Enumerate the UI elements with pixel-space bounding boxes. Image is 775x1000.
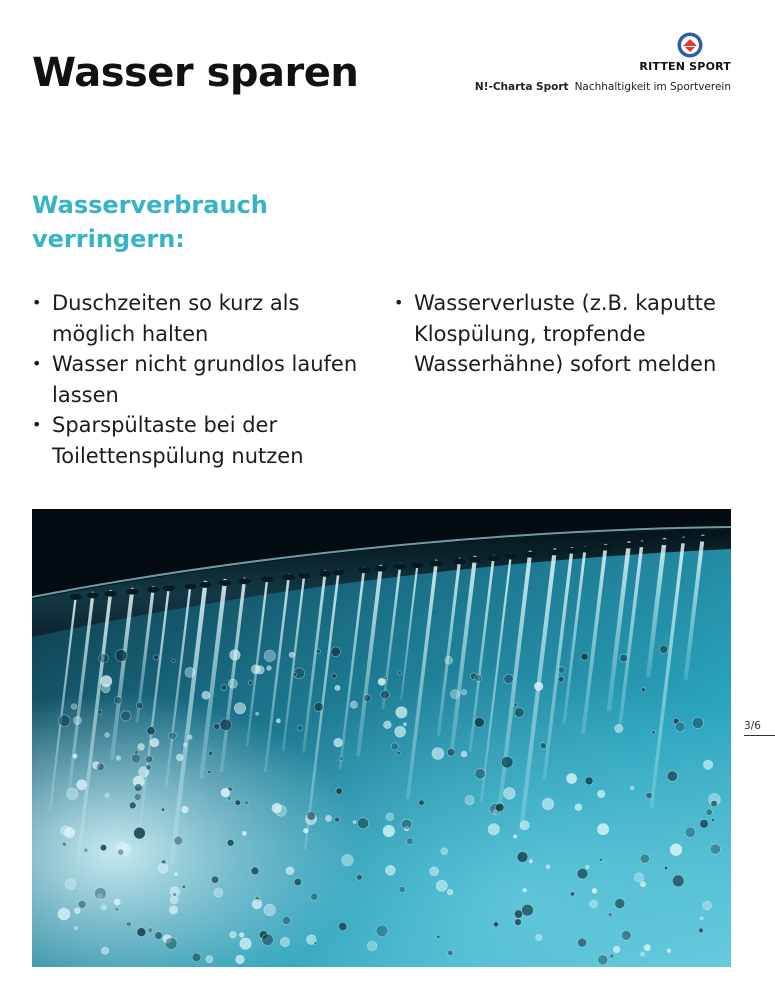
shower-nozzle xyxy=(394,564,406,570)
water-drop xyxy=(710,844,720,854)
water-drop xyxy=(336,788,342,794)
water-drop xyxy=(59,715,71,727)
water-drop xyxy=(121,711,131,721)
shower-nozzle xyxy=(239,578,251,584)
water-drop xyxy=(441,848,448,855)
water-drop xyxy=(314,702,323,711)
water-drop xyxy=(227,797,231,801)
water-drop xyxy=(114,697,121,704)
water-drop xyxy=(397,752,400,755)
shower-nozzle xyxy=(579,547,591,553)
water-drop xyxy=(534,682,543,691)
water-drop xyxy=(214,723,220,729)
water-drop xyxy=(131,754,140,763)
water-drop xyxy=(146,756,153,763)
water-drop xyxy=(74,927,77,930)
shower-nozzle xyxy=(105,591,117,597)
water-drop xyxy=(495,803,504,812)
water-drop xyxy=(293,673,297,677)
water-drop xyxy=(182,885,185,888)
water-drop xyxy=(314,942,317,945)
water-drop xyxy=(182,806,189,813)
water-drop xyxy=(504,788,516,800)
shower-nozzle xyxy=(199,582,211,588)
water-drop xyxy=(384,721,392,729)
ritten-sport-emblem-icon xyxy=(677,32,703,58)
water-drop xyxy=(621,931,631,941)
water-drop xyxy=(367,941,377,951)
water-drop xyxy=(325,815,331,821)
shower-nozzle xyxy=(659,539,671,545)
water-drop xyxy=(381,690,390,699)
water-drop xyxy=(475,769,486,780)
water-drop xyxy=(245,801,249,805)
water-drop xyxy=(640,854,649,863)
water-drop xyxy=(137,928,146,937)
water-drop xyxy=(135,784,143,792)
water-drop xyxy=(577,868,588,879)
water-drop xyxy=(129,802,136,809)
water-drop xyxy=(353,821,356,824)
water-drop xyxy=(667,771,677,781)
water-drop xyxy=(558,676,564,682)
shower-nozzle xyxy=(163,585,175,591)
water-drop xyxy=(385,677,388,680)
shower-nozzle xyxy=(298,573,310,579)
water-drop xyxy=(155,932,163,940)
shower-nozzle xyxy=(505,553,517,559)
water-drop xyxy=(399,886,405,892)
water-drop xyxy=(447,749,455,757)
water-drop xyxy=(211,876,218,883)
water-drop xyxy=(641,688,645,692)
water-drop xyxy=(515,708,525,718)
water-drop xyxy=(391,743,398,750)
water-drop xyxy=(294,879,301,886)
water-drop xyxy=(339,922,347,930)
water-drop xyxy=(118,849,124,855)
water-drop xyxy=(100,844,106,850)
section-heading: Wasserverbrauch verringern: xyxy=(32,191,268,253)
water-drop xyxy=(703,760,712,769)
water-drop xyxy=(147,727,155,735)
water-drop xyxy=(136,702,143,709)
water-drop xyxy=(289,652,294,657)
bullet-list-left xyxy=(30,288,360,471)
water-drop xyxy=(335,685,340,690)
water-drop xyxy=(230,650,241,661)
water-drop xyxy=(174,836,183,845)
water-drop xyxy=(581,653,588,660)
shower-nozzle xyxy=(70,594,82,600)
shower-nozzle xyxy=(488,555,500,561)
water-drop xyxy=(105,733,110,738)
water-drop xyxy=(158,863,168,873)
water-drop xyxy=(242,831,246,835)
shower-nozzle xyxy=(623,542,635,548)
shower-nozzle xyxy=(469,557,481,563)
water-drop xyxy=(640,952,644,956)
water-drop xyxy=(575,804,582,811)
water-drop xyxy=(517,852,528,863)
water-drop xyxy=(703,901,712,910)
water-drop xyxy=(608,912,612,916)
shower-nozzle xyxy=(147,587,159,593)
water-drop xyxy=(256,712,259,715)
water-drop xyxy=(692,718,703,729)
water-drop xyxy=(700,819,709,828)
brand-logo xyxy=(639,32,731,73)
water-drop xyxy=(407,838,413,844)
water-drop xyxy=(101,947,108,954)
water-drop xyxy=(529,860,533,864)
water-drop xyxy=(150,738,159,747)
shower-nozzle xyxy=(566,548,578,554)
shower-nozzle xyxy=(261,576,273,582)
water-drop xyxy=(235,800,241,806)
water-drop xyxy=(334,738,343,747)
water-drop xyxy=(183,743,186,746)
shower-nozzle xyxy=(319,571,331,577)
water-drop xyxy=(267,666,272,671)
water-drop xyxy=(251,867,259,875)
list-item: • Sparspültaste bei der Toilettenspülung nutzen xyxy=(30,410,360,471)
water-drop xyxy=(488,824,499,835)
shower-water-image xyxy=(32,509,731,967)
water-drop xyxy=(451,690,460,699)
water-drop xyxy=(536,934,542,940)
water-drop xyxy=(630,786,634,790)
shower-nozzle xyxy=(126,589,138,595)
water-drop xyxy=(445,656,453,664)
water-drop xyxy=(700,917,703,920)
water-drop xyxy=(664,866,667,869)
water-drop xyxy=(514,835,517,838)
water-drop xyxy=(105,793,109,797)
water-drop xyxy=(185,667,195,677)
water-drop xyxy=(475,674,482,681)
water-drop xyxy=(600,858,603,861)
shower-nozzle xyxy=(549,549,561,555)
water-drop xyxy=(620,654,628,662)
water-drop xyxy=(640,882,645,887)
shower-nozzle xyxy=(454,558,466,564)
water-drop xyxy=(474,717,484,727)
water-drop xyxy=(335,817,340,822)
water-drop xyxy=(567,773,577,783)
water-drop xyxy=(386,813,394,821)
water-drop xyxy=(282,917,290,925)
shower-nozzle xyxy=(87,592,99,598)
water-drop xyxy=(332,674,337,679)
water-drop xyxy=(515,919,522,926)
list-item: • Wasser nicht grundlos laufen lassen xyxy=(30,349,360,410)
water-drop xyxy=(395,726,406,737)
water-drop xyxy=(613,946,620,953)
water-drop xyxy=(99,653,109,663)
water-drop xyxy=(364,695,371,702)
water-drop xyxy=(522,904,534,916)
water-drop xyxy=(644,944,650,950)
water-drop xyxy=(138,744,145,751)
water-drop xyxy=(652,731,655,734)
water-drop xyxy=(504,674,514,684)
water-drop xyxy=(672,875,684,887)
water-drop xyxy=(176,754,183,761)
shower-nozzle xyxy=(636,541,648,547)
water-drop xyxy=(436,880,447,891)
water-drop xyxy=(202,691,210,699)
water-drop xyxy=(357,874,363,880)
water-drop xyxy=(171,659,175,663)
shower-nozzle xyxy=(412,562,424,568)
water-drop xyxy=(699,928,704,933)
water-drop xyxy=(58,908,70,920)
water-drop xyxy=(383,825,395,837)
shower-nozzle xyxy=(375,566,387,572)
water-drop xyxy=(634,873,643,882)
water-drop xyxy=(173,893,177,897)
water-drop xyxy=(67,788,78,799)
water-drop xyxy=(192,953,201,962)
water-drop xyxy=(706,809,712,815)
shower-nozzle xyxy=(358,567,370,573)
water-drop xyxy=(447,889,453,895)
water-drop xyxy=(615,724,623,732)
water-drop xyxy=(311,893,318,900)
shower-nozzle xyxy=(333,569,345,575)
charta-line xyxy=(475,81,731,93)
water-drop xyxy=(101,905,106,910)
water-drop xyxy=(342,854,354,866)
brand-name: RITTEN SPORT xyxy=(639,60,731,73)
water-drop xyxy=(264,904,276,916)
water-drop xyxy=(275,805,286,816)
charta-tagline: Nachhaltigkeit im Sportverein xyxy=(574,81,731,93)
water-drop xyxy=(115,907,119,911)
water-drop xyxy=(73,716,81,724)
water-drop xyxy=(170,896,178,904)
shower-nozzle xyxy=(524,552,536,558)
water-drop xyxy=(252,899,262,909)
water-drop xyxy=(542,798,554,810)
water-drop xyxy=(97,763,105,771)
water-drop xyxy=(148,928,153,933)
shower-nozzle xyxy=(678,537,690,543)
water-drop xyxy=(174,873,177,876)
water-drop xyxy=(402,819,412,829)
water-drop xyxy=(221,788,230,797)
water-drop xyxy=(358,818,369,829)
water-drop xyxy=(169,906,177,914)
water-drop xyxy=(165,938,177,950)
water-drop xyxy=(520,821,529,830)
water-drop xyxy=(597,790,605,798)
shower-water-photo xyxy=(32,509,731,967)
water-drop xyxy=(134,827,146,839)
water-drop xyxy=(251,665,260,674)
water-drop xyxy=(430,867,439,876)
water-drop xyxy=(514,703,518,707)
water-drop xyxy=(339,757,343,761)
water-drop xyxy=(95,888,107,900)
water-drop xyxy=(154,655,159,660)
water-drop xyxy=(114,899,120,905)
water-drop xyxy=(208,751,213,756)
water-drop xyxy=(74,908,80,914)
water-drop xyxy=(169,732,176,739)
water-drop xyxy=(432,748,444,760)
water-drop xyxy=(228,679,237,688)
shower-nozzle xyxy=(184,583,196,589)
water-drop xyxy=(297,725,302,730)
water-drop xyxy=(101,676,112,687)
water-drop xyxy=(146,765,151,770)
water-drop xyxy=(248,681,252,685)
bullet-list-right xyxy=(392,288,732,380)
water-drop xyxy=(685,827,696,838)
water-drop xyxy=(276,719,280,723)
water-drop xyxy=(98,710,102,714)
water-drop xyxy=(660,645,668,653)
water-drop xyxy=(280,937,289,946)
water-drop xyxy=(592,888,597,893)
list-item: • Wasserverluste (z.B. kaputte Klospülung, tropfende Wasserhähne) sofort melden xyxy=(392,288,732,380)
water-drop xyxy=(240,938,252,950)
list-item: • Duschzeiten so kurz als möglich halten xyxy=(30,288,360,349)
water-drop xyxy=(286,867,294,875)
water-drop xyxy=(220,719,232,731)
water-drop xyxy=(234,703,245,714)
water-drop xyxy=(437,935,440,938)
water-drop xyxy=(461,751,467,757)
water-drop xyxy=(376,925,388,937)
water-drop xyxy=(227,839,234,846)
water-drop xyxy=(396,707,407,718)
water-drop xyxy=(84,848,88,852)
water-drop xyxy=(578,938,587,947)
water-drop xyxy=(64,827,74,837)
water-drop xyxy=(307,812,315,820)
water-drop xyxy=(236,955,245,964)
water-drop xyxy=(221,684,227,690)
water-drop xyxy=(116,756,120,760)
water-drop xyxy=(501,756,513,768)
water-drop xyxy=(134,793,141,800)
water-drop xyxy=(161,808,164,811)
water-drop xyxy=(77,780,87,790)
shower-nozzle xyxy=(697,536,709,542)
water-drop xyxy=(385,865,395,875)
water-drop xyxy=(546,865,550,869)
water-drop xyxy=(65,879,76,890)
water-drop xyxy=(262,934,274,946)
water-drop xyxy=(63,842,67,846)
water-drop xyxy=(214,888,223,897)
water-drop xyxy=(615,899,625,909)
water-drop xyxy=(461,690,466,695)
water-drop xyxy=(523,888,527,892)
water-drop xyxy=(448,950,453,955)
water-drop xyxy=(590,900,598,908)
water-drop xyxy=(404,723,407,726)
page-number: 3/6 xyxy=(744,720,775,736)
water-drop xyxy=(711,818,714,821)
water-drop xyxy=(465,796,474,805)
water-drop xyxy=(71,704,77,710)
water-drop xyxy=(597,824,608,835)
water-drop xyxy=(585,777,593,785)
page-title: Wasser sparen xyxy=(32,50,359,96)
water-drop xyxy=(675,722,685,732)
water-drop xyxy=(558,667,565,674)
water-drop xyxy=(610,954,615,959)
water-drop xyxy=(670,844,682,856)
water-drop xyxy=(419,800,425,806)
water-drop xyxy=(239,933,244,938)
water-drop xyxy=(646,792,652,798)
water-drop xyxy=(303,828,308,833)
water-drop xyxy=(494,922,499,927)
water-drop xyxy=(378,678,385,685)
water-drop xyxy=(711,800,717,806)
shower-nozzle xyxy=(283,574,295,580)
water-drop xyxy=(230,931,237,938)
shower-nozzle xyxy=(430,560,442,566)
water-drop xyxy=(115,650,127,662)
water-drop xyxy=(540,743,546,749)
water-drop xyxy=(73,754,77,758)
water-drop xyxy=(316,649,321,654)
water-drop xyxy=(570,892,574,896)
shower-nozzle xyxy=(600,545,612,551)
water-drop xyxy=(78,900,86,908)
water-drop xyxy=(586,865,590,869)
charta-name: N!-Charta Sport xyxy=(474,81,569,93)
water-drop xyxy=(188,735,192,739)
water-drop xyxy=(206,956,213,963)
shower-nozzle xyxy=(219,580,231,586)
water-drop xyxy=(514,910,522,918)
water-drop xyxy=(264,650,276,662)
water-drop xyxy=(667,949,671,953)
water-drop xyxy=(331,647,341,657)
water-drop xyxy=(350,701,357,708)
water-drop xyxy=(598,955,608,965)
water-drop xyxy=(208,770,211,773)
water-drop xyxy=(398,671,402,675)
water-drop xyxy=(126,922,131,927)
